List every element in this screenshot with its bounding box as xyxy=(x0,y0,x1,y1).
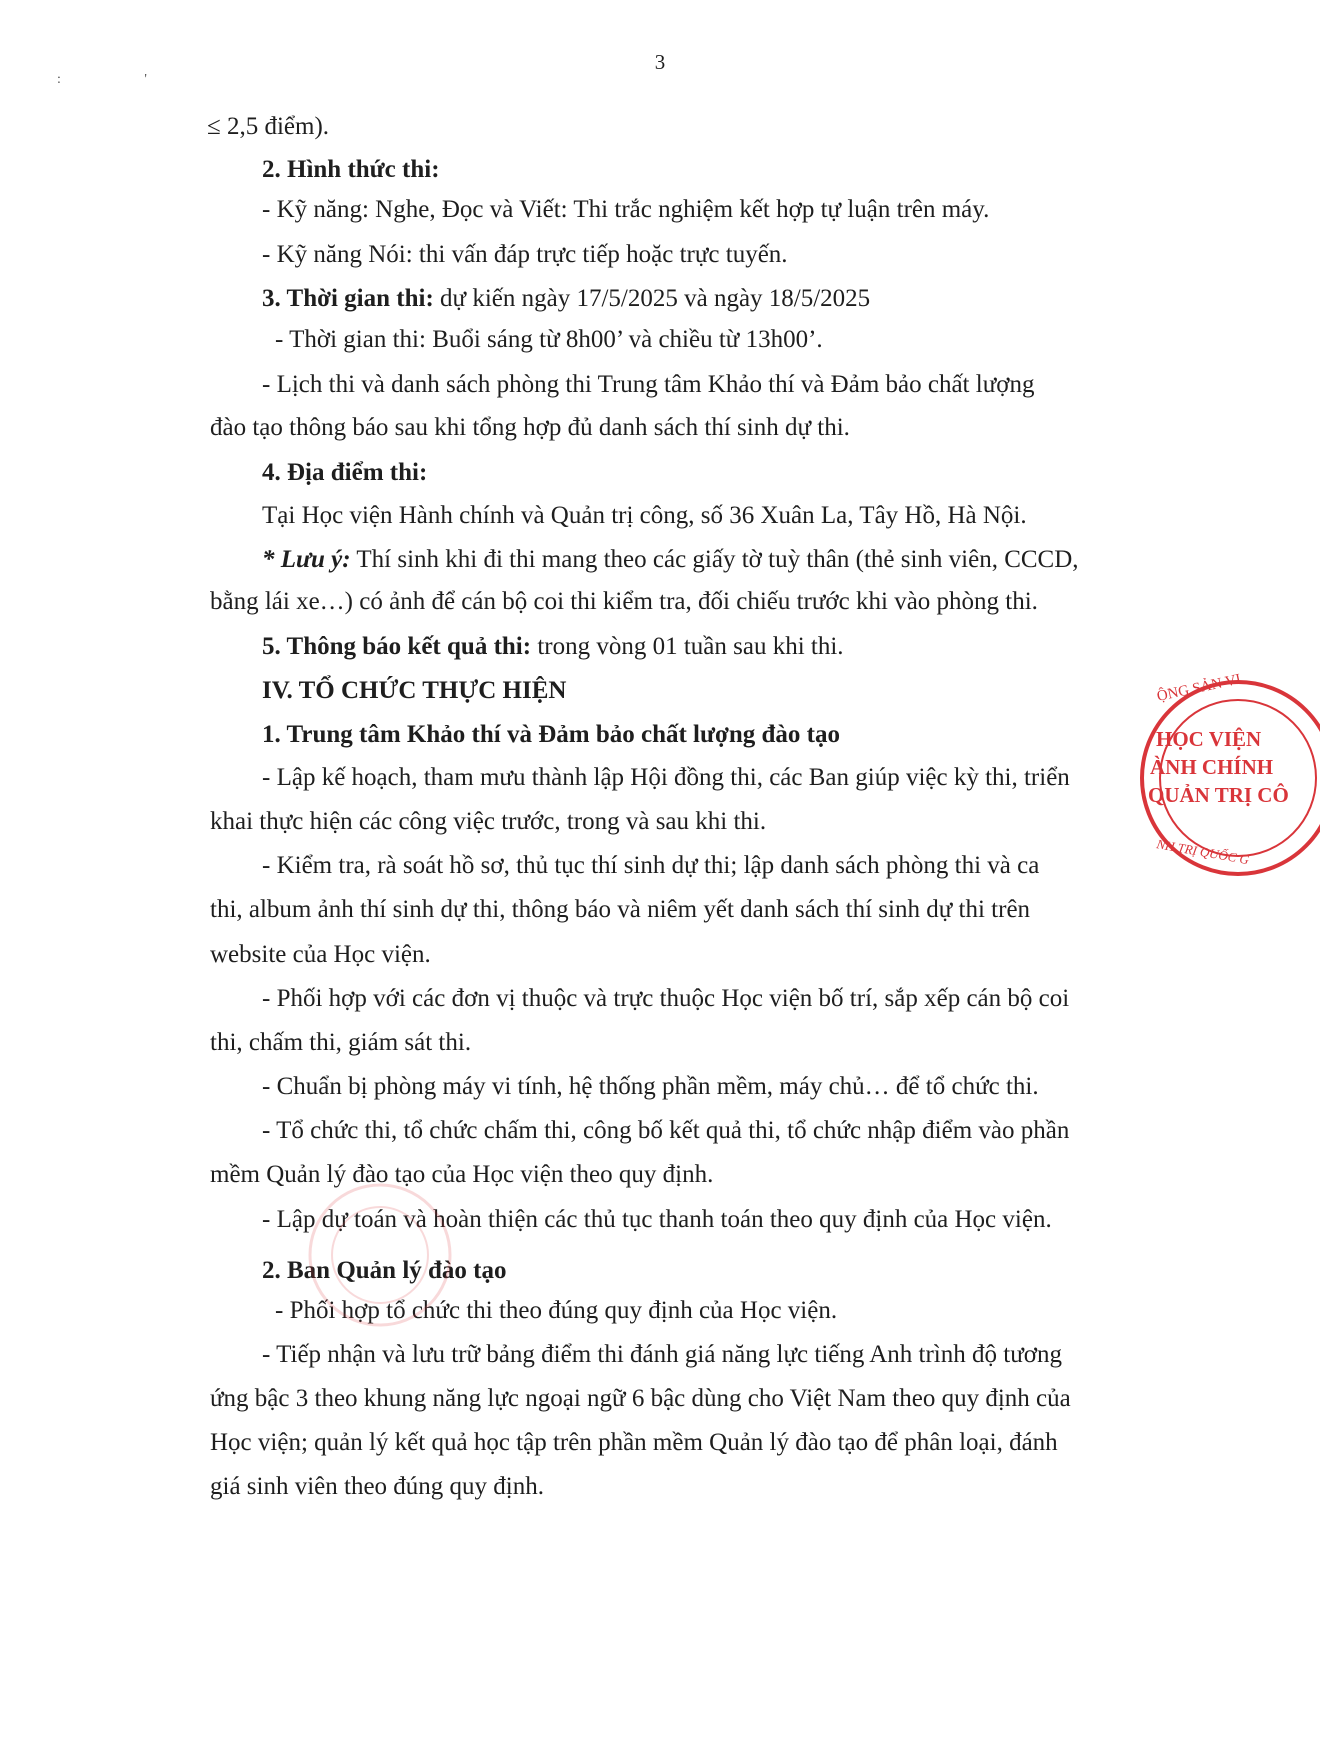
text-line: - Lập dự toán và hoàn thiện các thủ tục thanh toán theo quy định của Học viện. xyxy=(262,1206,1052,1233)
note-line xyxy=(262,545,1079,575)
text-line: - Tiếp nhận và lưu trữ bảng điểm thi đánh giá năng lực tiếng Anh trình độ tương xyxy=(262,1341,1062,1368)
text-line: Học viện; quản lý kết quả học tập trên phần mềm Quản lý đào tạo để phân loại, đánh xyxy=(210,1429,1058,1456)
text-line: - Tổ chức thi, tổ chức chấm thi, công bố kết quả thi, tổ chức nhập điểm vào phần xyxy=(262,1117,1070,1144)
subsection-heading-testing-center: 1. Trung tâm Khảo thí và Đảm bảo chất lượng đào tạo xyxy=(262,721,840,748)
text-line: - Lịch thi và danh sách phòng thi Trung tâm Khảo thí và Đảm bảo chất lượng xyxy=(262,371,1035,398)
section-heading-organization: IV. TỔ CHỨC THỰC HIỆN xyxy=(262,677,567,704)
text-line: - Kỹ năng: Nghe, Đọc và Viết: Thi trắc nghiệm kết hợp tự luận trên máy. xyxy=(262,196,990,223)
text-line: - Kỹ năng Nói: thi vấn đáp trực tiếp hoặc trực tuyến. xyxy=(262,241,788,268)
text-line: - Thời gian thi: Buổi sáng từ 8h00’ và chiều từ 13h00’. xyxy=(275,326,823,353)
seal-ring-top-text: ỘNG SẢN VI xyxy=(1155,671,1243,705)
exam-time-line xyxy=(262,284,870,314)
text-line: - Phối hợp tổ chức thi theo đúng quy định của Học viện. xyxy=(275,1297,838,1324)
text-line: giá sinh viên theo đúng quy định. xyxy=(210,1473,544,1500)
seal-line-3: QUẢN TRỊ CÔ xyxy=(1148,783,1289,807)
results-line xyxy=(262,632,844,662)
note-text: Thí sinh khi đi thi mang theo các giấy tờ tuỳ thân (thẻ sinh viên, CCCD, xyxy=(350,546,1079,573)
text-line: ứng bậc 3 theo khung năng lực ngoại ngữ 6 bậc dùng cho Việt Nam theo quy định của xyxy=(210,1385,1071,1412)
text-line: - Phối hợp với các đơn vị thuộc và trực thuộc Học viện bố trí, sắp xếp cán bộ coi xyxy=(262,985,1070,1012)
text-line: khai thực hiện các công việc trước, trong và sau khi thi. xyxy=(210,808,767,835)
page-number: 3 xyxy=(654,50,666,74)
text-line: mềm Quản lý đào tạo của Học viện theo quy định. xyxy=(210,1161,714,1188)
text-line: Tại Học viện Hành chính và Quản trị công, số 36 Xuân La, Tây Hồ, Hà Nội. xyxy=(262,502,1027,529)
text-line: - Kiểm tra, rà soát hồ sơ, thủ tục thí sinh dự thi; lập danh sách phòng thi và ca xyxy=(262,852,1040,879)
subsection-heading-training-board: 2. Ban Quản lý đào tạo xyxy=(262,1257,507,1284)
text-line: website của Học viện. xyxy=(210,941,431,968)
text-line: bằng lái xe…) có ảnh để cán bộ coi thi kiểm tra, đối chiếu trước khi vào phòng thi. xyxy=(210,588,1038,615)
text-line: - Chuẩn bị phòng máy vi tính, hệ thống phần mềm, máy chủ… để tổ chức thi. xyxy=(262,1073,1039,1100)
section-heading-exam-format: 2. Hình thức thi: xyxy=(262,156,440,183)
exam-time-text: dự kiến ngày 17/5/2025 và ngày 18/5/2025 xyxy=(433,285,871,312)
seal-line-2: ÀNH CHÍNH xyxy=(1150,755,1274,779)
results-text: trong vòng 01 tuần sau khi thi. xyxy=(531,633,844,660)
official-seal-image xyxy=(1146,668,1289,888)
faint-seal-image xyxy=(305,1180,455,1330)
text-line: thi, chấm thi, giám sát thi. xyxy=(210,1029,472,1056)
section-heading-exam-location: 4. Địa điểm thi: xyxy=(262,459,428,486)
text-line: đào tạo thông báo sau khi tổng hợp đủ danh sách thí sinh dự thi. xyxy=(210,414,850,441)
text-line: - Lập kế hoạch, tham mưu thành lập Hội đồng thi, các Ban giúp việc kỳ thi, triển xyxy=(262,764,1070,791)
text-line: thi, album ảnh thí sinh dự thi, thông báo và niêm yết danh sách thí sinh dự thi trên xyxy=(210,896,1031,923)
margin-marks: : ' xyxy=(57,72,187,87)
note-label: * Lưu ý: xyxy=(262,546,351,573)
seal-ring-bottom-text: NH TRỊ QUỐC G xyxy=(1155,836,1251,868)
seal-line-1: HỌC VIỆN xyxy=(1156,727,1262,751)
section-heading-exam-time: 3. Thời gian thi: xyxy=(262,285,434,312)
section-heading-results: 5. Thông báo kết quả thi: xyxy=(262,633,532,660)
text-line: ≤ 2,5 điểm). xyxy=(207,113,330,140)
